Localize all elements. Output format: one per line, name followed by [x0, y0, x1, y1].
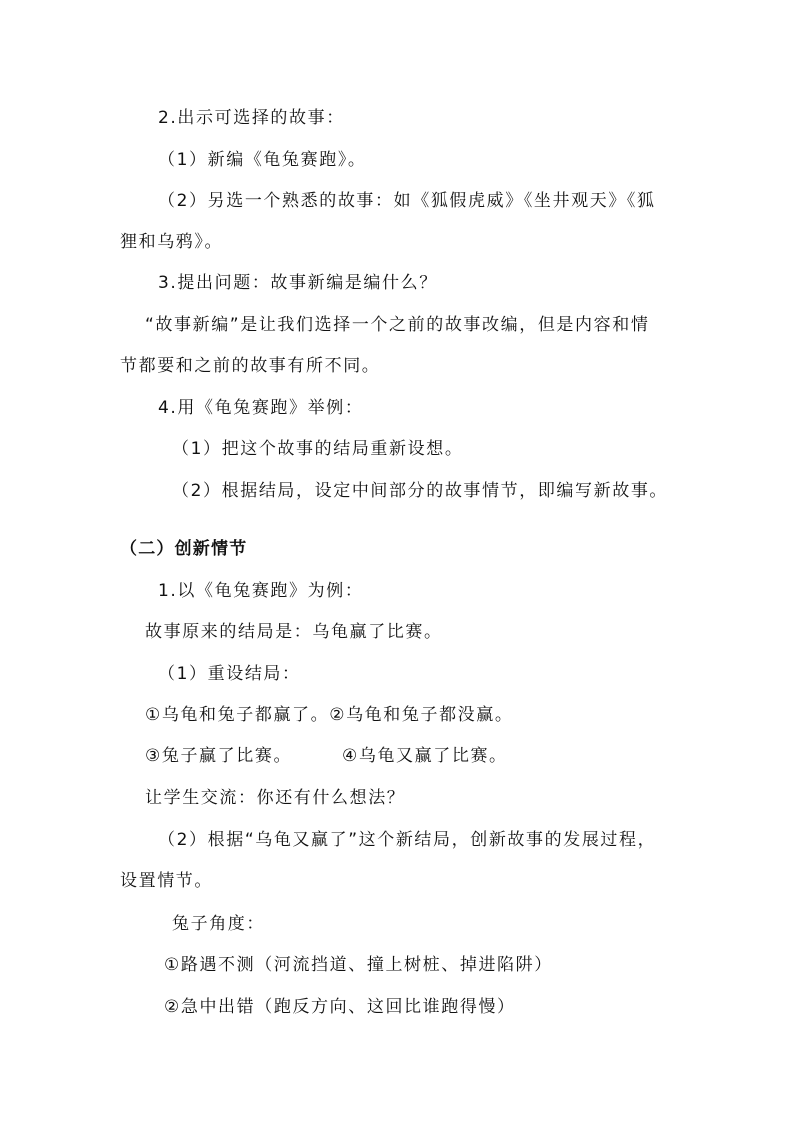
step-2-heading: 2.出示可选择的故事：: [158, 108, 345, 128]
rabbit-perspective: 兔子角度：: [172, 914, 265, 934]
example-item-2: （2）根据结局，设定中间部分的故事情节，即编写新故事。: [172, 481, 669, 501]
ending-option-4: ④乌龟又赢了比赛。: [342, 746, 508, 766]
rabbit-point-1: ①路遇不测（河流挡道、撞上树桩、掉进陷阱）: [164, 955, 553, 975]
original-ending: 故事原来的结局是：乌龟赢了比赛。: [145, 622, 443, 642]
new-plot-line-2: 设置情节。: [120, 871, 213, 891]
step-1-heading: 1.以《龟兔赛跑》为例：: [158, 581, 364, 601]
example-item-1: （1）把这个故事的结局重新设想。: [172, 439, 464, 459]
explanation-line-1: “故事新编”是让我们选择一个之前的故事改编，但是内容和情: [145, 315, 650, 335]
section-heading: （二）创新情节: [120, 539, 248, 559]
option-2-continued: 狸和乌鸦》。: [120, 232, 224, 252]
student-discussion: 让学生交流：你还有什么想法？: [145, 788, 406, 808]
new-plot-line-1: （2）根据“乌龟又赢了”这个新结局，创新故事的发展过程，: [158, 830, 657, 850]
rabbit-point-2: ②急中出错（跑反方向、这回比谁跑得慢）: [164, 997, 516, 1017]
explanation-line-2: 节都要和之前的故事有所不同。: [120, 356, 381, 376]
step-4-heading: 4.用《龟兔赛跑》举例：: [158, 398, 364, 418]
step-3-heading: 3.提出问题：故事新编是编什么？: [158, 273, 438, 293]
ending-option-3: ③兔子赢了比赛。: [145, 746, 293, 766]
option-1: （1）新编《龟兔赛跑》。: [158, 150, 367, 170]
option-2: （2）另选一个熟悉的故事：如《狐假虎威》《坐井观天》《狐: [158, 191, 656, 211]
reset-ending-heading: （1）重设结局：: [158, 664, 301, 684]
ending-options-1-2: ①乌龟和兔子都赢了。②乌龟和兔子都没赢。: [145, 705, 514, 725]
